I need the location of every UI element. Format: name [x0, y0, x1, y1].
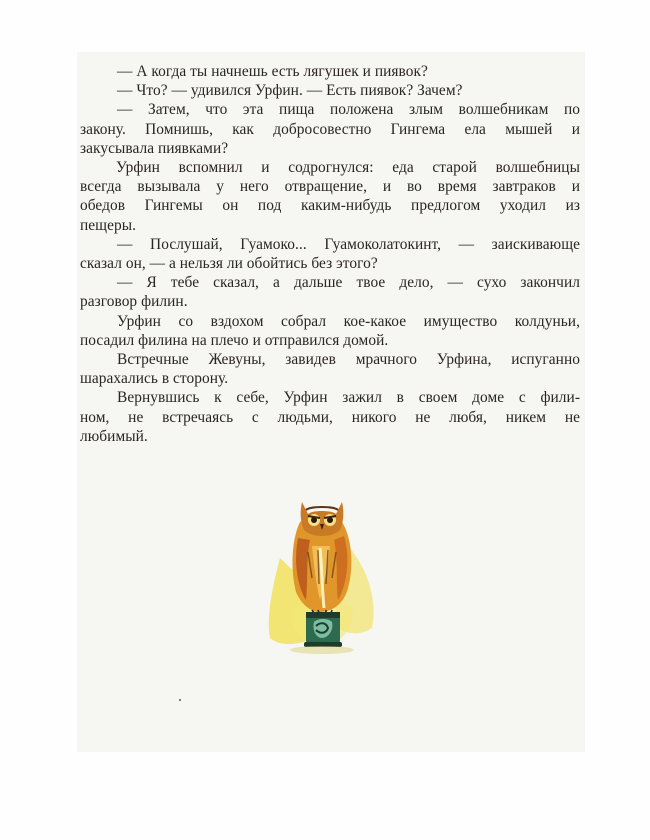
paragraph [80, 350, 580, 388]
paragraph [80, 388, 580, 446]
text-line: шарахались в сторону. [80, 370, 229, 388]
text-line: — А когда ты начнешь есть лягушек и пиявок? [117, 63, 428, 80]
print-speck [179, 699, 181, 701]
paragraph [80, 235, 580, 273]
text-line: — Затем, что эта пища положена злым волшебникам по [117, 101, 580, 119]
text-line: Встречные Жевуны, завидев мрачного Урфина, испуганно [117, 351, 580, 369]
text-line: любимый. [80, 427, 148, 445]
paragraph [80, 312, 580, 350]
paragraph [117, 62, 580, 81]
text-line: Вернувшись к себе, Урфин зажил в своем доме с фили- [117, 389, 580, 407]
text-line: всегда вызывала у него отвращение, и во время завтраков и [80, 178, 580, 196]
text-line: закусывала пиявками? [80, 139, 229, 157]
story-text [80, 62, 580, 446]
text-line: разговор филин. [80, 293, 188, 311]
text-line: ном, не встречаясь с людьми, никого не любя, никем не [80, 408, 580, 426]
paragraph [80, 158, 580, 235]
text-line: Урфин вспомнил и содрогнулся: еда старой волшебницы [116, 159, 580, 177]
text-line: пещеры. [80, 216, 136, 234]
text-line: — Что? — удивился Урфин. — Есть пиявок? Зачем? [117, 82, 463, 100]
text-line: — Послушай, Гуамоко... Гуамоколатокинт, — заискивающе [117, 235, 580, 253]
owl-on-lantern-illustration [262, 488, 380, 658]
paragraph [80, 273, 580, 311]
paragraph [117, 81, 580, 100]
text-line: сказал он, — а нельзя ли обойтись без этого? [80, 255, 378, 273]
paragraph [80, 100, 580, 158]
text-line: Урфин со вздохом собрал кое-какое имущество колдуньи, [117, 312, 580, 330]
text-line: закону. Помнишь, как добросовестно Гингема ела мышей и [80, 120, 580, 138]
text-line: — Я тебе сказал, а дальше твое дело, — сухо закончил [117, 274, 580, 292]
text-line: обедов Гингемы он под каким-нибудь предлогом уходил из [80, 197, 580, 215]
text-line: посадил филина на плечо и отправился домой. [80, 331, 389, 349]
